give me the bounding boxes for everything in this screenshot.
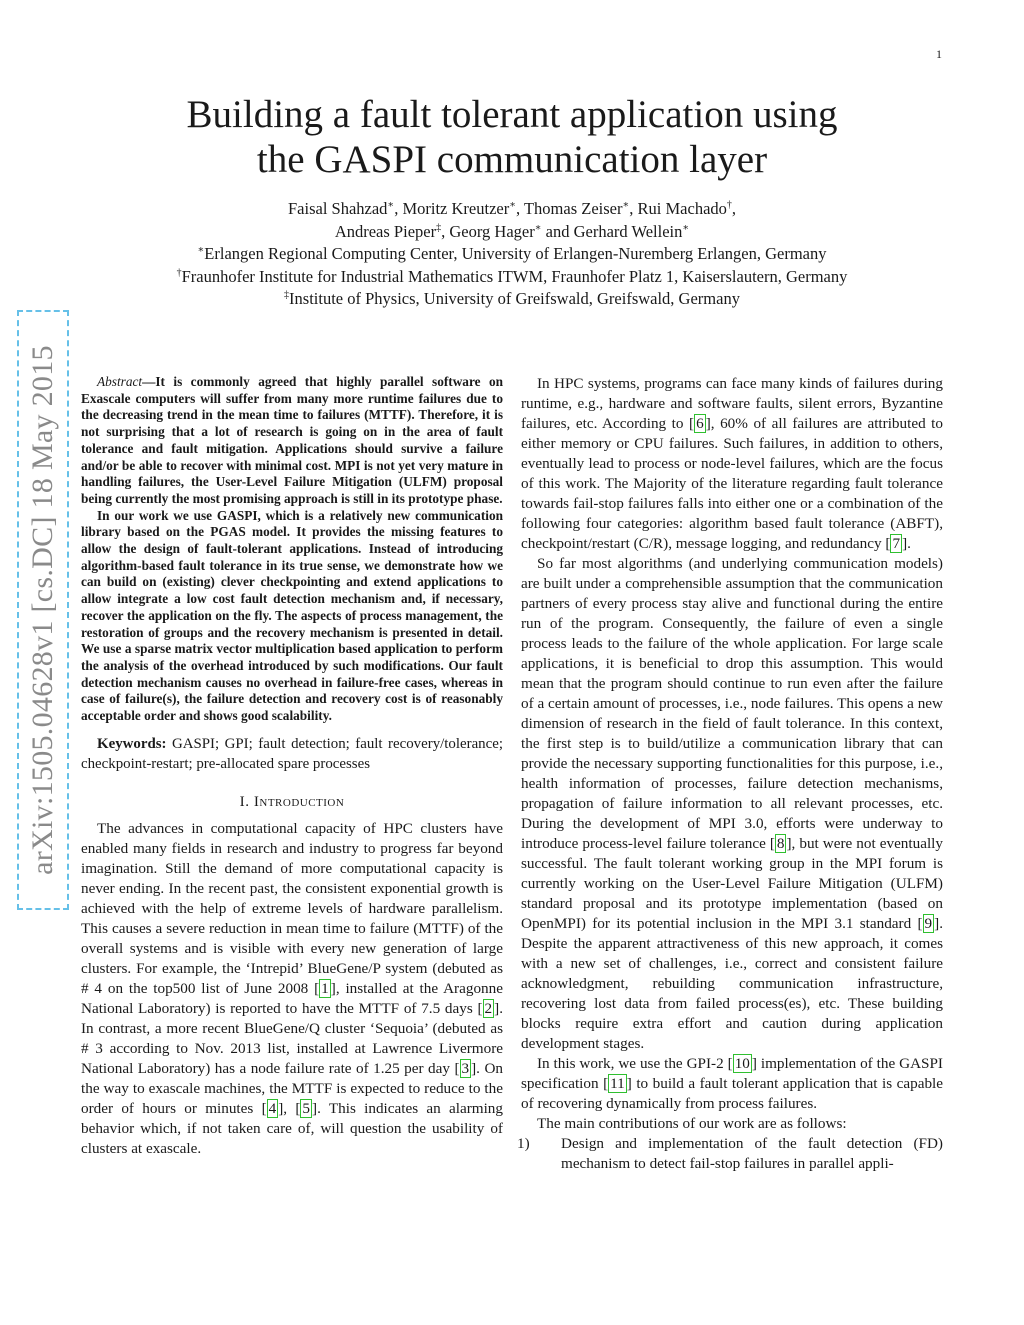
citation-link[interactable]: 6 bbox=[696, 415, 704, 432]
affiliation-3: ‡Institute of Physics, University of Greifswald, Greifswald, Germany bbox=[284, 289, 740, 308]
citation-link[interactable]: 9 bbox=[924, 915, 933, 932]
contribution-item-1: 1) Design and implementation of the fault detection (FD) mechanism to detect fail-stop failures in parallel appli- bbox=[517, 1135, 943, 1172]
affiliations bbox=[120, 243, 904, 311]
citation-link[interactable]: 3 bbox=[461, 1059, 470, 1077]
section-heading-introduction: I. Introduction bbox=[239, 792, 345, 810]
abstract-paragraph-2: In our work we use GASPI, which is a relatively new communication library based on the PGAS model. It provides the missing features to allow the design of fault-tolerant applications. Instead of introducing algorithm-based fault tolerance in its true sense, we demonstrate how we can build on (existing) clever checkpointing and extend applications to allow integrate a low cost fault detection mechanism and, if necessary, recover the application on the fly. The aspects of process management, the restoration of groups and the recovery mechanism is presented in detail. We use a sparse matrix vector multiplication based application to perform the analysis of the overhead introduced by such modifications. Our fault detection mechanism causes no overhead in failure-free cases, whereas in case of failure(s), the failure detection and recovery cost is of reasonably acceptable order and shows good scalability. bbox=[81, 507, 503, 724]
intro-paragraph-5: The main contributions of our work are as follows: bbox=[537, 1115, 847, 1132]
intro-paragraph-2: In HPC systems, programs can face many kinds of failures during runtime, e.g., hardware and software faults, silent errors, Byzantine failures, etc. According to [ 6 ], 60% of all failures are attributed to either memory or CPU failures. Such failures, in addition to others, eventually lead to process or node-level failures, which are the focus of this work. The Majority of the literature regarding fault tolerance towards fail-stop failures falls into either one or a combination of the following four categories: algorithm based fault tolerance (ABFT), checkpoint/restart (C/R), message logging, and redundancy [ 7 ]. bbox=[521, 375, 943, 552]
arxiv-stamp bbox=[17, 310, 69, 910]
citation-link[interactable]: 10 bbox=[734, 1055, 750, 1072]
intro-paragraph-4: In this work, we use the GPI-2 [ 10 ] implementation of the GASPI specification [ 11 ] to build a fault tolerant application that is capable of recovering dynamically from process failures. bbox=[521, 1055, 944, 1112]
author-line-1: Faisal Shahzad∗, Moritz Kreutzer∗, Thomas Zeiser∗, Rui Machado†, bbox=[287, 199, 737, 218]
abstract-label: Abstract bbox=[97, 374, 143, 389]
affiliation-1: ∗Erlangen Regional Computing Center, University of Erlangen-Nuremberg Erlangen, Germany bbox=[197, 244, 827, 263]
citation-link[interactable]: 7 bbox=[892, 535, 901, 552]
abstract bbox=[81, 374, 503, 725]
title-line-1: Building a fault tolerant application using bbox=[186, 93, 838, 136]
paper-title bbox=[120, 92, 904, 182]
citation-link[interactable]: 11 bbox=[610, 1075, 625, 1092]
citation-link[interactable]: 5 bbox=[302, 1099, 311, 1117]
arxiv-id: arXiv:1505.04628v1 [cs.DC] 18 May 2015 bbox=[26, 345, 59, 875]
keywords: Keywords: GASPI; GPI; fault detection; fault recovery/tolerance; checkpoint-restart; pre-allocated spare processes bbox=[81, 735, 503, 772]
citation-link[interactable]: 2 bbox=[484, 999, 493, 1017]
left-column bbox=[81, 374, 503, 1159]
author-list bbox=[120, 198, 904, 243]
title-line-2: the GASPI communication layer bbox=[256, 138, 768, 181]
page-number: 1 bbox=[936, 47, 942, 61]
intro-paragraph-3: So far most algorithms (and underlying communication models) are built under a comprehensible assumption that the communication partners of every process stay alive and functional during the entire run of the program. Consequently, the failure of even a single process leads to the failure of the whole application. For large scale applications, it is beneficial to drop this assumption. This would mean that the program should continue to run even after the failure of a certain amount of processes, i.e., node failures. This opens a new dimension of research in the field of fault tolerance. In this context, the first step is to build/utilize a communication library that can provide the necessary supporting functionalities for this purpose, i.e., health information of processes, failure detection mechanisms, propagation of failure information to all relevant processes, etc. During the development of MPI 3.0, efforts were underway to introduce process-level failure tolerance [ 8 ], but were not eventually successful. The fault tolerant working group in the MPI forum is currently working on the User-Level Failure Mitigation (ULFM) standard proposal and its prototype implementation (based on OpenMPI) for its potential inclusion in the MPI 3.1 standard [ 9 ]. Despite the apparent attractiveness of this new approach, it comes with a new set of challenges, i.e., correct and consistent failure acknowledgment, rebuilding communication infrastructure, recovering lost data from failed process(es), etc. These building blocks require extra effort and caution during application development stages. bbox=[521, 555, 943, 1052]
citation-link[interactable]: 1 bbox=[321, 979, 329, 997]
citation-link[interactable]: 4 bbox=[268, 1099, 277, 1117]
affiliation-2: †Fraunhofer Institute for Industrial Mathematics ITWM, Fraunhofer Platz 1, Kaiserslautern, Germany bbox=[176, 266, 848, 286]
citation-link[interactable]: 8 bbox=[776, 835, 785, 852]
abstract-paragraph-1: Abstract—It is commonly agreed that highly parallel software on Exascale computers will suffer from many more runtime failures due to the decreasing trend in the mean time to failures (MTTF). Therefore, it is not surprising that a lot of research is going on in the area of fault tolerance and fault mitigation. Applications should survive a failure and/or be able to recover with minimal cost. MPI is not yet very mature in handling failures, the User-Level Failure Mitigation (ULFM) proposal being currently the most promising approach is still in its prototype phase. bbox=[81, 374, 503, 506]
author-line-2: Andreas Pieper‡, Georg Hager∗ and Gerhard Wellein∗ bbox=[334, 221, 690, 241]
right-column bbox=[517, 374, 944, 1174]
intro-paragraph-1: The advances in computational capacity of HPC clusters have enabled many fields in research and industry to progress far beyond imagination. Still the demand of more computational capacity is never ending. In the recent past, the consistent exponential growth is achieved with the help of extreme levels of hardware parallelism. This causes a severe reduction in mean time to failure (MTTF) of the overall systems and is visible with every new generation of large clusters. For example, the ‘Intrepid’ BlueGene/P system (debuted as # 4 on the top500 list of June 2008 [ 1 ], installed at the Aragonne National Laboratory) is reported to have the MTTF of 7.5 days [ 2 ]. In contrast, a more recent BlueGene/Q cluster ‘Sequoia’ (debuted as # 3 according to Nov. 2013 list, installed at Lawrence Livermore National Laboratory) has a node failure rate of 1.25 per day [ 3 ]. On the way to exascale machines, the MTTF is expected to reduce to the order of hours or minutes [ 4 ], [ 5 ]. This indicates an alarming behavior which, if not taken care of, will question the usability of clusters at exascale. bbox=[81, 819, 504, 1157]
